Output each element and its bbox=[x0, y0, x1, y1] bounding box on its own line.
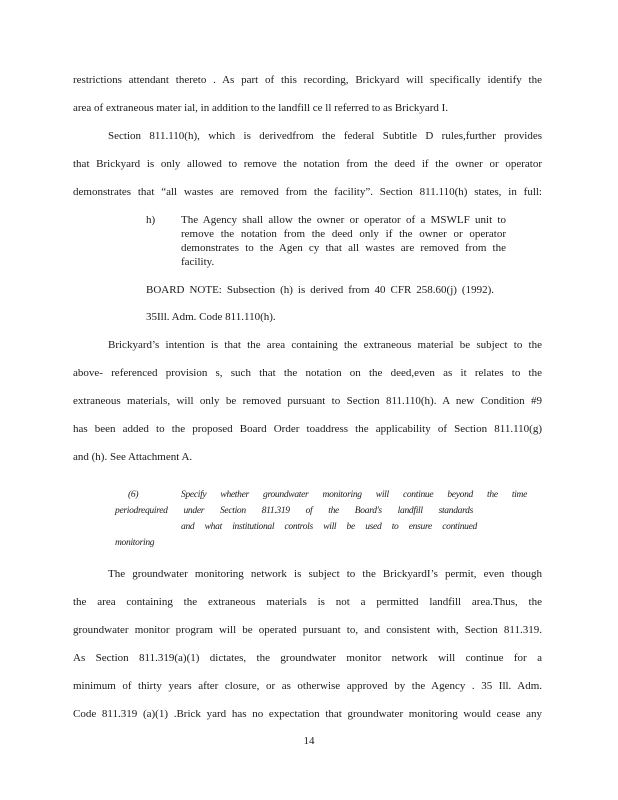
quote-line: demonstrates to the Agen cy that all wastes are removed from the bbox=[181, 242, 506, 254]
body-text-line: and (h). See Attachment A. bbox=[73, 451, 193, 463]
item-line: Specify whether groundwater monitoring will continue beyond the time bbox=[181, 490, 527, 500]
page-number: 14 bbox=[303, 735, 315, 747]
citation: 35Ill. Adm. Code 811.110(h). bbox=[146, 311, 276, 323]
body-text-line: has been added to the proposed Board Order toaddress the applicability of Section 811.110(g) bbox=[73, 423, 542, 435]
body-text-line: Brickyard’s intention is that the area containing the extraneous material be subject to the bbox=[108, 339, 542, 351]
item-line: periodrequired under Section 811.319 of the Board's landfill standards bbox=[115, 506, 473, 516]
item-line: monitoring bbox=[115, 538, 155, 548]
quote-line: facility. bbox=[181, 256, 215, 268]
body-text-line: restrictions attendant thereto . As part of this recording, Brickyard will specifically identify the bbox=[73, 74, 542, 86]
board-note: BOARD NOTE: Subsection (h) is derived from 40 CFR 258.60(j) (1992). bbox=[146, 284, 494, 296]
body-text-line: the area containing the extraneous materials is not a permitted landfill area.Thus, the bbox=[73, 596, 542, 608]
body-text-line: groundwater monitor program will be operated pursuant to, and consistent with, Section 811.319. bbox=[73, 624, 542, 636]
body-text-line: The groundwater monitoring network is subject to the BrickyardI’s permit, even though bbox=[108, 568, 542, 580]
quote-line: The Agency shall allow the owner or operator of a MSWLF unit to bbox=[181, 214, 506, 226]
quote-label: h) bbox=[146, 214, 156, 226]
body-text-line: extraneous materials, will only be removed pursuant to Section 811.110(h). A new Condition #9 bbox=[73, 395, 542, 407]
body-text-line: Section 811.110(h), which is derivedfrom the federal Subtitle D rules,further provides bbox=[108, 130, 542, 142]
body-text-line: minimum of thirty years after closure, or as otherwise approved by the Agency . 35 Ill. Adm. bbox=[73, 680, 542, 692]
item-number: (6) bbox=[128, 490, 139, 500]
body-text-line: that Brickyard is only allowed to remove the notation from the deed if the owner or operator bbox=[73, 158, 542, 170]
quote-line: remove the notation from the deed only if the owner or operator bbox=[181, 228, 506, 240]
body-text-line: Code 811.319 (a)(1) .Brick yard has no expectation that groundwater monitoring would cease any bbox=[73, 708, 542, 720]
body-text-line: demonstrates that “all wastes are removed from the facility”. Section 811.110(h) states, in full: bbox=[73, 186, 542, 198]
item-line: and what institutional controls will be used to ensure continued bbox=[181, 522, 477, 532]
body-text-line: area of extraneous mater ial, in addition to the landfill ce ll referred to as Brickyard I. bbox=[73, 102, 449, 114]
body-text-line: As Section 811.319(a)(1) dictates, the groundwater monitor network will continue for a bbox=[73, 652, 542, 664]
body-text-line: above- referenced provision s, such that the notation on the deed,even as it relates to the bbox=[73, 367, 542, 379]
